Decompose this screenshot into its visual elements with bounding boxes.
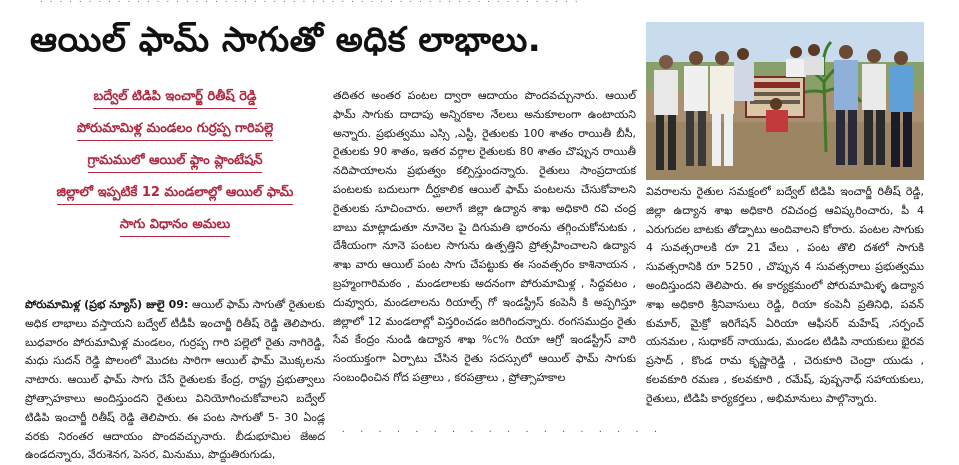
body-text: తదితర అంతర పంటల ద్వారా ఆదాయం పొందవచ్చునారు. ఆయిల్ ఫామ్ సాగుకు దాదాపు అన్నిరకాల నేలలు అనుకూలంగా ఉంటాయని అన్నారు. ప్రభుత్వము ఎస్సి ,ఎస్టీ, రైతులకు 100 శాతం రాయితీ బీసీ, రైతులకు 90 శాతం, ఇతర వర్గాల రైతులకు 80 శాతం చొప్పున రాయితీ నదిపాయాలను ప్రభుత్వం కల్పిస్తుందన్నారు. రైతులు సాంప్రదాయక పంటలకు బదులుగా దీర్ఘకాలిక ఆయిల్ ఫామ్ పంటలను చేసుకోవాలని రైతులకు సూచించారు. అలాగే జిల్లా ఉద్యాన శాఖ అధికారి రవి చంద్ర బాబు మాట్లాడుతూ నూనెల పై దిగుమతి భారంను తగ్గించుకోనుటకు , దేశీయంగా నూనె పంటల సాగును ఉత్పత్తిని ప్రోత్సహించాలని ఉద్యాన శాఖ వారు ఆయిల్ పంట సాగు చేపట్టుకు ఈ సంవత్సరం కాశినాయన , బ్రహ్మంగారిమఠం , మండలాలకు అదనంగా పోరుమామిళ్ల , సిద్దవటం , దువ్వూరు, మండలాలను రియాల్స్ గో ఇండస్ట్రీస్ కంపెనీ కి అప్పగిస్తూ జిల్లాలో 12 మండలాల్లో విస్తరించడం జరిగిందన్నారు. రంగసముద్రం రైతు సేవ కేంద్రం నుండి ఉద్యాన శాఖ %c% రియా ఆగ్రో ఇండస్ట్రీస్ వారి సంయుక్తంగా ఏర్పాటు చేసిన రైతు సదస్సులో ఆయిల్ ఫామ్ సాగుకు సంబంధించిన గోద పత్రాలు , కరపత్రాలు , ప్రోత్సాహకాల — [333, 89, 636, 384]
article-headline: ఆయిల్ ఫామ్ సాగుతో అధిక లాభాలు. — [30, 20, 542, 60]
subheadline-line: బద్వేల్ టిడిపి ఇంచార్జ్ రితీష్ రెడ్డి — [93, 86, 256, 109]
subheadline-line: గ్రామములో ఆయిల్ ఫ్లాం ప్లాంటేషన్ — [88, 150, 263, 173]
previous-article-text-fragment: . . . . . . . . . . . . . . . . . . . . . . . . . . . . . . . . . . . . . . . . . . . . . . . . . . . . . . . . — [40, 0, 580, 5]
article-photo — [646, 22, 924, 180]
article-body-column-3 — [646, 183, 924, 413]
subheadline-block — [25, 86, 325, 296]
subheadline-line: జిల్లాలో ఇప్పటికే 12 మండలాల్లో ఆయిల్ ఫామ్ — [57, 182, 294, 205]
next-article-text-fragment: . . . . . . . . . . . . . . . . . . . . . . . — [250, 424, 664, 435]
article-body-column-1 — [25, 296, 325, 462]
subheadline-line: సాగు విధానం అమలు — [120, 214, 230, 237]
body-text: వివరాలను రైతుల సమక్షంలో బద్వేల్ టిడిపి ఇంచార్జీ రితీష్ రెడ్డి, జిల్లా ఉద్యాన శాఖ అధికారి రవిచంద్ర ఆవిష్కరించారు, పీ 4 ఎరుగుదల బాటకు తోడ్పాటు అందివాలని కోరారు. పంటల సాగుకు 4 సువత్సరాలకి రూ 21 వేలు , పంట తొలి దశలో సాగుకి సువత్సరానికి రూ 5250 , చొప్పున 4 సువత్సరాలు ప్రభుత్వము అందిస్తుందని తెలిపారు. ఈ కార్యక్రమంలో పోరుమామిళ్ళ ఉద్యాన శాఖ అధికారి శ్రీనివాసులు రెడ్డి, రియా కంపెనీ ప్రతినిధి, పవన్ కుమార్, మైక్రో ఇరిగేషన్ ఏరియా ఆఫీసర్ మహేష్ ,సర్పంచ్ యనమల , సుధాకర్ నాయుడు, మండల టిడిపి నాయకులు భైరవ ప్రసాద్ , కొండ రామ కృష్ణారెడ్డి , చెరుకూరి చెంద్రా యుడు , కలవకూరి రమణ , కలవకూరి , రమేష్, పుష్పనాధ్ సహాయకులు, రైతులు, టిడిపి కార్యకర్తలు , అభిమానులు పాల్గొన్నారు. — [646, 185, 924, 405]
body-text: ఆయిల్ ఫామ్ సాగుతో రైతులకు అధిక లాభాలు వస్తాయని బద్వేల్ టీడీపీ ఇంచార్జీ రితీష్ రెడ్డి తెలిపారు. బుధవారం పోరుమామిళ్ల మండలం, గుర్రప్ప గారి పల్లెలో రైతు నాగిరెడ్డి, మధు సుదన్ రెడ్డి పొలంలో మొదట సారిగా ఆయిల్ ఫామ్ మొక్కలను నాటారు. ఆయిల్ ఫామ్ సాగు చేసే రైతులకు కేంద్ర, రాష్ట్ర ప్రభుత్వాలు ప్రోత్సాహకాలు అందిస్తుందని రైతులు వినియోగించుకోవాలని బద్వేల్ టిడిపి ఇంచార్జీ రితీష్ రెడ్డి తెలిపారు. ఈ పంట సాగుతో 5- 30 ఏండ్ల వరకు నిరంతర ఆదాయం పొందవచ్చునారు. బీడుభూమిల జెఱద ఉండదన్నారు, వేరుశెనగ, పెసర, మినుము, పొద్దుతిరుగుడు, — [25, 298, 325, 462]
subheadline-line: పోరుమామిళ్ల మండలం గుర్రప్ప గారిపల్లె — [77, 118, 273, 141]
dateline: పోరుమామిళ్ల (ప్రభ న్యూస్) జులై 09: — [25, 298, 189, 311]
article-body-column-2 — [333, 87, 636, 422]
